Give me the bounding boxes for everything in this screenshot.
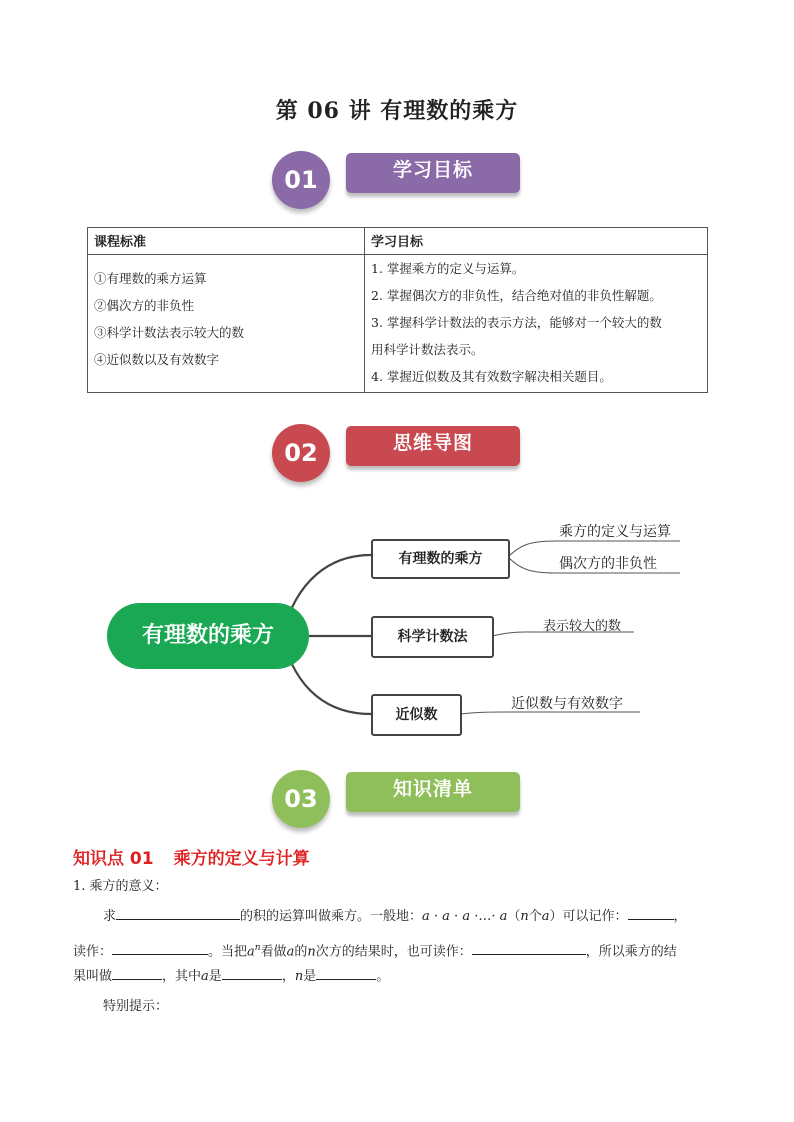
special-hint: 特别提示： [103,999,169,1014]
text: ，所以乘方的结 [585,944,677,960]
text: 。当把 [208,944,248,960]
standard-item: ②偶次方的非负性 [94,298,195,313]
fill-blank[interactable] [628,904,674,920]
text: 是 [303,969,317,984]
math-variable: a [201,969,209,984]
text: ， [281,969,295,984]
math-variable: a [541,909,550,924]
standard-item: ③科学计数法表示较大的数 [94,325,245,340]
goal-item: 4. 掌握近似数及其有效数字解决相关题目。 [371,369,612,384]
mindmap-root: 有理数的乘方 [107,603,309,669]
goal-item: 2. 掌握偶次方的非负性，结合绝对值的非负性解题。 [371,288,662,303]
math-variable: n [294,969,304,984]
mindmap-node-power: 有理数的乘方 [371,539,510,579]
paragraph-line-1 [103,902,723,932]
text: 的积的运算叫做乘方。一般地： [240,909,423,924]
math-expression: a · a · a ·…· a [422,909,508,924]
mindmap-leaf: 偶次方的非负性 [559,556,657,572]
section-label: 学习目标 [392,159,473,181]
table-header-standard: 课程标准 [88,228,365,255]
fill-blank[interactable] [472,939,586,955]
fill-blank[interactable] [316,964,376,980]
text: 看做 [260,944,287,960]
math-variable: n [307,944,316,960]
mindmap-leaf: 乘方的定义与运算 [559,524,671,540]
math-variable: a [286,944,295,960]
standard-item: ④近似数以及有效数字 [94,352,220,367]
mindmap-leaf: 表示较大的数 [543,619,622,634]
section-number: 03 [284,785,318,813]
section-banner-knowledge [272,770,522,830]
page-title: 第 06 讲 有理数的乘方 [275,98,519,124]
paragraph-line-3 [73,962,733,992]
text: 次方的结果时，也可读作： [315,944,472,960]
goal-item: 用科学计数法表示。 [371,342,484,357]
text: 个 [528,909,542,924]
fill-blank[interactable] [222,964,282,980]
mindmap-node-scientific: 科学计数法 [371,616,494,658]
section-label: 知识清单 [392,778,473,800]
goal-item: 1. 掌握乘方的定义与运算。 [371,261,525,276]
section-label: 思维导图 [392,432,473,454]
text: （ [507,909,521,924]
section-number: 02 [284,439,318,467]
text: ）可以记作： [549,909,628,924]
section-label-bar [346,772,520,812]
math-variable: n [520,909,529,924]
goal-item: 3. 掌握科学计数法的表示方法，能够对一个较大的数 [371,315,662,330]
text: 读作： [73,944,113,960]
fill-blank[interactable] [112,964,162,980]
text: 的 [294,944,308,960]
table-header-goal: 学习目标 [365,228,708,255]
standard-item: ①有理数的乘方运算 [94,271,207,286]
text: ， [673,909,687,924]
text: 是 [208,969,222,984]
mindmap-leaf: 近似数与有效数字 [511,696,623,712]
text: ，其中 [162,969,202,984]
knowledge-point-label: 知识点 01 [73,849,154,869]
fill-blank[interactable] [112,939,208,955]
text: 求 [103,909,117,924]
math-exponent: n [254,943,261,953]
text: 果叫做 [73,969,113,984]
math-variable: a [247,944,255,960]
section-number: 01 [284,166,318,194]
mindmap-node-approx: 近似数 [371,694,462,736]
knowledge-point-title [73,844,310,869]
fill-blank[interactable] [116,904,240,920]
item-heading: 1. 乘方的意义： [73,879,168,894]
text: 。 [376,969,390,984]
knowledge-point-name: 乘方的定义与计算 [173,849,310,869]
